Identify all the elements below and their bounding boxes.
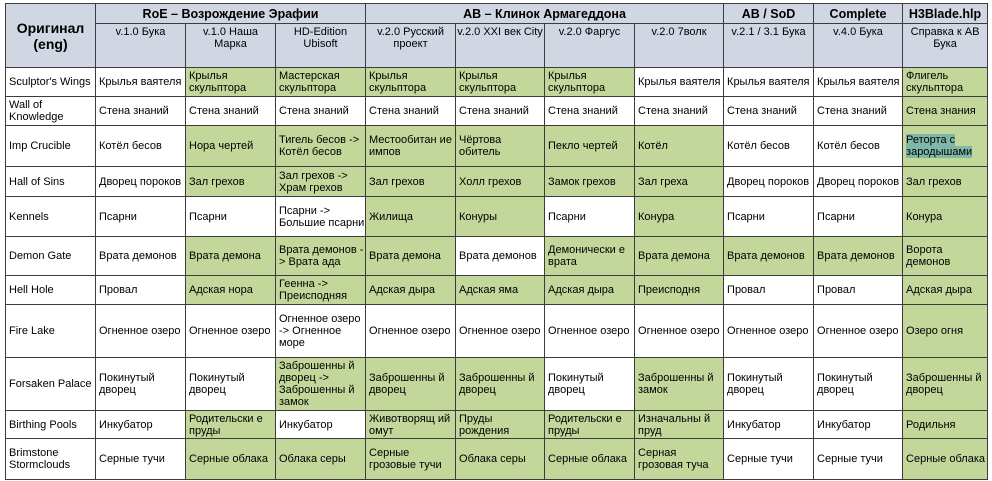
translation-cell: Дворец пороков <box>96 167 186 197</box>
translation-cell: Псарни <box>724 197 814 237</box>
translation-cell: Крылья ваятеля <box>814 68 903 97</box>
translation-table <box>5 3 988 480</box>
translation-cell: Адская дыра <box>903 276 988 305</box>
original-name-cell: Demon Gate <box>6 237 96 276</box>
translation-cell: Стена знаний <box>724 97 814 126</box>
table-row <box>6 68 988 97</box>
original-name-cell: Kennels <box>6 197 96 237</box>
version-header: v.1.0 Бука <box>96 24 186 68</box>
original-name-cell: Forsaken Palace <box>6 358 96 411</box>
translation-cell: Замок грехов <box>545 167 635 197</box>
translation-cell: Псарни <box>96 197 186 237</box>
translation-cell: Конуры <box>456 197 545 237</box>
original-name-cell: Imp Crucible <box>6 126 96 167</box>
translation-cell: Врата демона <box>635 237 724 276</box>
group-header: H3Blade.hlp <box>903 4 988 24</box>
version-header: v.2.0 XXI век City <box>456 24 545 68</box>
translation-cell: Псарни <box>814 197 903 237</box>
version-header: v.2.0 Фаргус <box>545 24 635 68</box>
table-row <box>6 97 988 126</box>
translation-cell: Покинутый дворец <box>814 358 903 411</box>
translation-cell: Зал грехов -> Храм грехов <box>276 167 366 197</box>
translation-cell: Конура <box>635 197 724 237</box>
translation-cell: Заброшенны й дворец -> Заброшенны й замок <box>276 358 366 411</box>
translation-cell: Родительски е пруды <box>545 411 635 439</box>
original-name-cell: Hall of Sins <box>6 167 96 197</box>
translation-cell: Серная грозовая туча <box>635 439 724 480</box>
translation-cell: Провал <box>96 276 186 305</box>
translation-cell: Крылья скульптора <box>456 68 545 97</box>
version-header: HD-Edition Ubisoft <box>276 24 366 68</box>
table-row <box>6 305 988 358</box>
highlighted-text: Реторта с зародышами <box>906 134 973 158</box>
translation-cell: Родительски е пруды <box>186 411 276 439</box>
table-row <box>6 167 988 197</box>
group-header: AB – Клинок Армагеддона <box>366 4 724 24</box>
translation-cell: Инкубатор <box>724 411 814 439</box>
original-name-cell: Brimstone Stormclouds <box>6 439 96 480</box>
translation-cell: Покинутый дворец <box>96 358 186 411</box>
translation-cell: Тигель бесов -> Котёл бесов <box>276 126 366 167</box>
translation-cell: Адская нора <box>186 276 276 305</box>
version-header: v.2.0 7волк <box>635 24 724 68</box>
translation-cell: Врата демона <box>186 237 276 276</box>
translation-cell: Серные облака <box>545 439 635 480</box>
translation-cell: Котёл бесов <box>814 126 903 167</box>
original-name-cell: Birthing Pools <box>6 411 96 439</box>
table-row <box>6 439 988 480</box>
translation-cell: Холл грехов <box>456 167 545 197</box>
translation-cell: Инкубатор <box>814 411 903 439</box>
translation-cell: Серные облака <box>903 439 988 480</box>
translation-cell: Врата демонов <box>814 237 903 276</box>
translation-cell: Геенна -> Преисподняя <box>276 276 366 305</box>
table-row <box>6 197 988 237</box>
translation-cell: Стена знаний <box>276 97 366 126</box>
table-row <box>6 276 988 305</box>
translation-cell: Провал <box>814 276 903 305</box>
translation-cell: Заброшенны й замок <box>635 358 724 411</box>
translation-cell: Покинутый дворец <box>186 358 276 411</box>
translation-cell <box>903 126 988 167</box>
header-version-row <box>6 24 988 68</box>
translation-cell: Стена знаний <box>545 97 635 126</box>
translation-cell: Котёл бесов <box>724 126 814 167</box>
version-header: v.2.1 / 3.1 Бука <box>724 24 814 68</box>
translation-cell: Демонически е врата <box>545 237 635 276</box>
translation-cell: Стена знаний <box>814 97 903 126</box>
translation-cell: Дворец пороков <box>814 167 903 197</box>
translation-cell: Врата демонов <box>724 237 814 276</box>
translation-cell: Провал <box>724 276 814 305</box>
translation-cell: Огненное озеро <box>724 305 814 358</box>
original-name-cell: Sculptor's Wings <box>6 68 96 97</box>
translation-cell: Родильня <box>903 411 988 439</box>
translation-cell: Котёл бесов <box>96 126 186 167</box>
translation-cell: Стена знаний <box>456 97 545 126</box>
translation-cell: Врата демонов <box>456 237 545 276</box>
translation-cell: Зал грехов <box>366 167 456 197</box>
translation-cell: Псарни -> Большие псарни <box>276 197 366 237</box>
table-body <box>6 68 988 480</box>
original-name-cell: Fire Lake <box>6 305 96 358</box>
translation-cell: Крылья скульптора <box>545 68 635 97</box>
version-header: v.4.0 Бука <box>814 24 903 68</box>
translation-cell: Огненное озеро <box>366 305 456 358</box>
translation-cell: Серные тучи <box>724 439 814 480</box>
translation-cell: Серные тучи <box>814 439 903 480</box>
translation-cell: Местообитан ие импов <box>366 126 456 167</box>
translation-cell: Ворота демонов <box>903 237 988 276</box>
group-header: RoE – Возрождение Эрафии <box>96 4 366 24</box>
group-header: Complete <box>814 4 903 24</box>
translation-cell: Огненное озеро <box>545 305 635 358</box>
translation-cell: Врата демонов -> Врата ада <box>276 237 366 276</box>
translation-cell: Огненное озеро <box>186 305 276 358</box>
translation-cell: Псарни <box>186 197 276 237</box>
translation-cell: Стена знаний <box>366 97 456 126</box>
version-header: Справка к AB Бука <box>903 24 988 68</box>
translation-cell: Покинутый дворец <box>724 358 814 411</box>
translation-cell: Заброшенны й дворец <box>366 358 456 411</box>
translation-cell: Флигель скульптора <box>903 68 988 97</box>
translation-cell: Нора чертей <box>186 126 276 167</box>
translation-cell: Котёл <box>635 126 724 167</box>
version-header: v.1.0 Наша Марка <box>186 24 276 68</box>
translation-cell: Облака серы <box>276 439 366 480</box>
translation-cell: Зал грехов <box>903 167 988 197</box>
translation-cell: Стена знаний <box>96 97 186 126</box>
translation-cell: Стена знаний <box>635 97 724 126</box>
translation-cell: Стена знаний <box>186 97 276 126</box>
version-header: v.2.0 Русский проект <box>366 24 456 68</box>
table-row <box>6 411 988 439</box>
translation-cell: Серные тучи <box>96 439 186 480</box>
translation-cell: Врата демона <box>366 237 456 276</box>
translation-cell: Адская дыра <box>366 276 456 305</box>
translation-cell: Конура <box>903 197 988 237</box>
translation-cell: Озеро огня <box>903 305 988 358</box>
original-name-cell: Wall of Knowledge <box>6 97 96 126</box>
translation-cell: Облака серы <box>456 439 545 480</box>
translation-cell: Адская дыра <box>545 276 635 305</box>
translation-cell: Инкубатор <box>96 411 186 439</box>
translation-cell: Животворящ ий омут <box>366 411 456 439</box>
translation-cell: Огненное озеро -> Огненное море <box>276 305 366 358</box>
translation-table-container <box>5 3 988 480</box>
translation-cell: Крылья ваятеля <box>724 68 814 97</box>
table-row <box>6 126 988 167</box>
translation-cell: Чёртова обитель <box>456 126 545 167</box>
translation-cell: Зал греха <box>635 167 724 197</box>
translation-cell: Зал грехов <box>186 167 276 197</box>
translation-cell: Крылья скульптора <box>186 68 276 97</box>
table-row <box>6 358 988 411</box>
translation-cell: Пруды рождения <box>456 411 545 439</box>
translation-cell: Заброшенны й дворец <box>903 358 988 411</box>
translation-cell: Мастерская скульптора <box>276 68 366 97</box>
translation-cell: Изначальны й пруд <box>635 411 724 439</box>
translation-cell: Врата демонов <box>96 237 186 276</box>
translation-cell: Дворец пороков <box>724 167 814 197</box>
translation-cell: Крылья ваятеля <box>96 68 186 97</box>
original-column-header: Оригинал (eng) <box>6 4 96 68</box>
translation-cell: Пекло чертей <box>545 126 635 167</box>
translation-cell: Крылья скульптора <box>366 68 456 97</box>
translation-cell: Преисподня <box>635 276 724 305</box>
translation-cell: Серные облака <box>186 439 276 480</box>
translation-cell: Огненное озеро <box>456 305 545 358</box>
translation-cell: Заброшенны й дворец <box>456 358 545 411</box>
translation-cell: Покинутый дворец <box>545 358 635 411</box>
translation-cell: Огненное озеро <box>635 305 724 358</box>
translation-cell: Крылья ваятеля <box>635 68 724 97</box>
table-header <box>6 4 988 68</box>
table-row <box>6 237 988 276</box>
group-header: AB / SoD <box>724 4 814 24</box>
header-group-row <box>6 4 988 24</box>
translation-cell: Жилища <box>366 197 456 237</box>
translation-cell: Псарни <box>545 197 635 237</box>
translation-cell: Серные грозовые тучи <box>366 439 456 480</box>
translation-cell: Адская яма <box>456 276 545 305</box>
translation-cell: Огненное озеро <box>814 305 903 358</box>
translation-cell: Огненное озеро <box>96 305 186 358</box>
original-name-cell: Hell Hole <box>6 276 96 305</box>
translation-cell: Инкубатор <box>276 411 366 439</box>
translation-cell: Стена знания <box>903 97 988 126</box>
